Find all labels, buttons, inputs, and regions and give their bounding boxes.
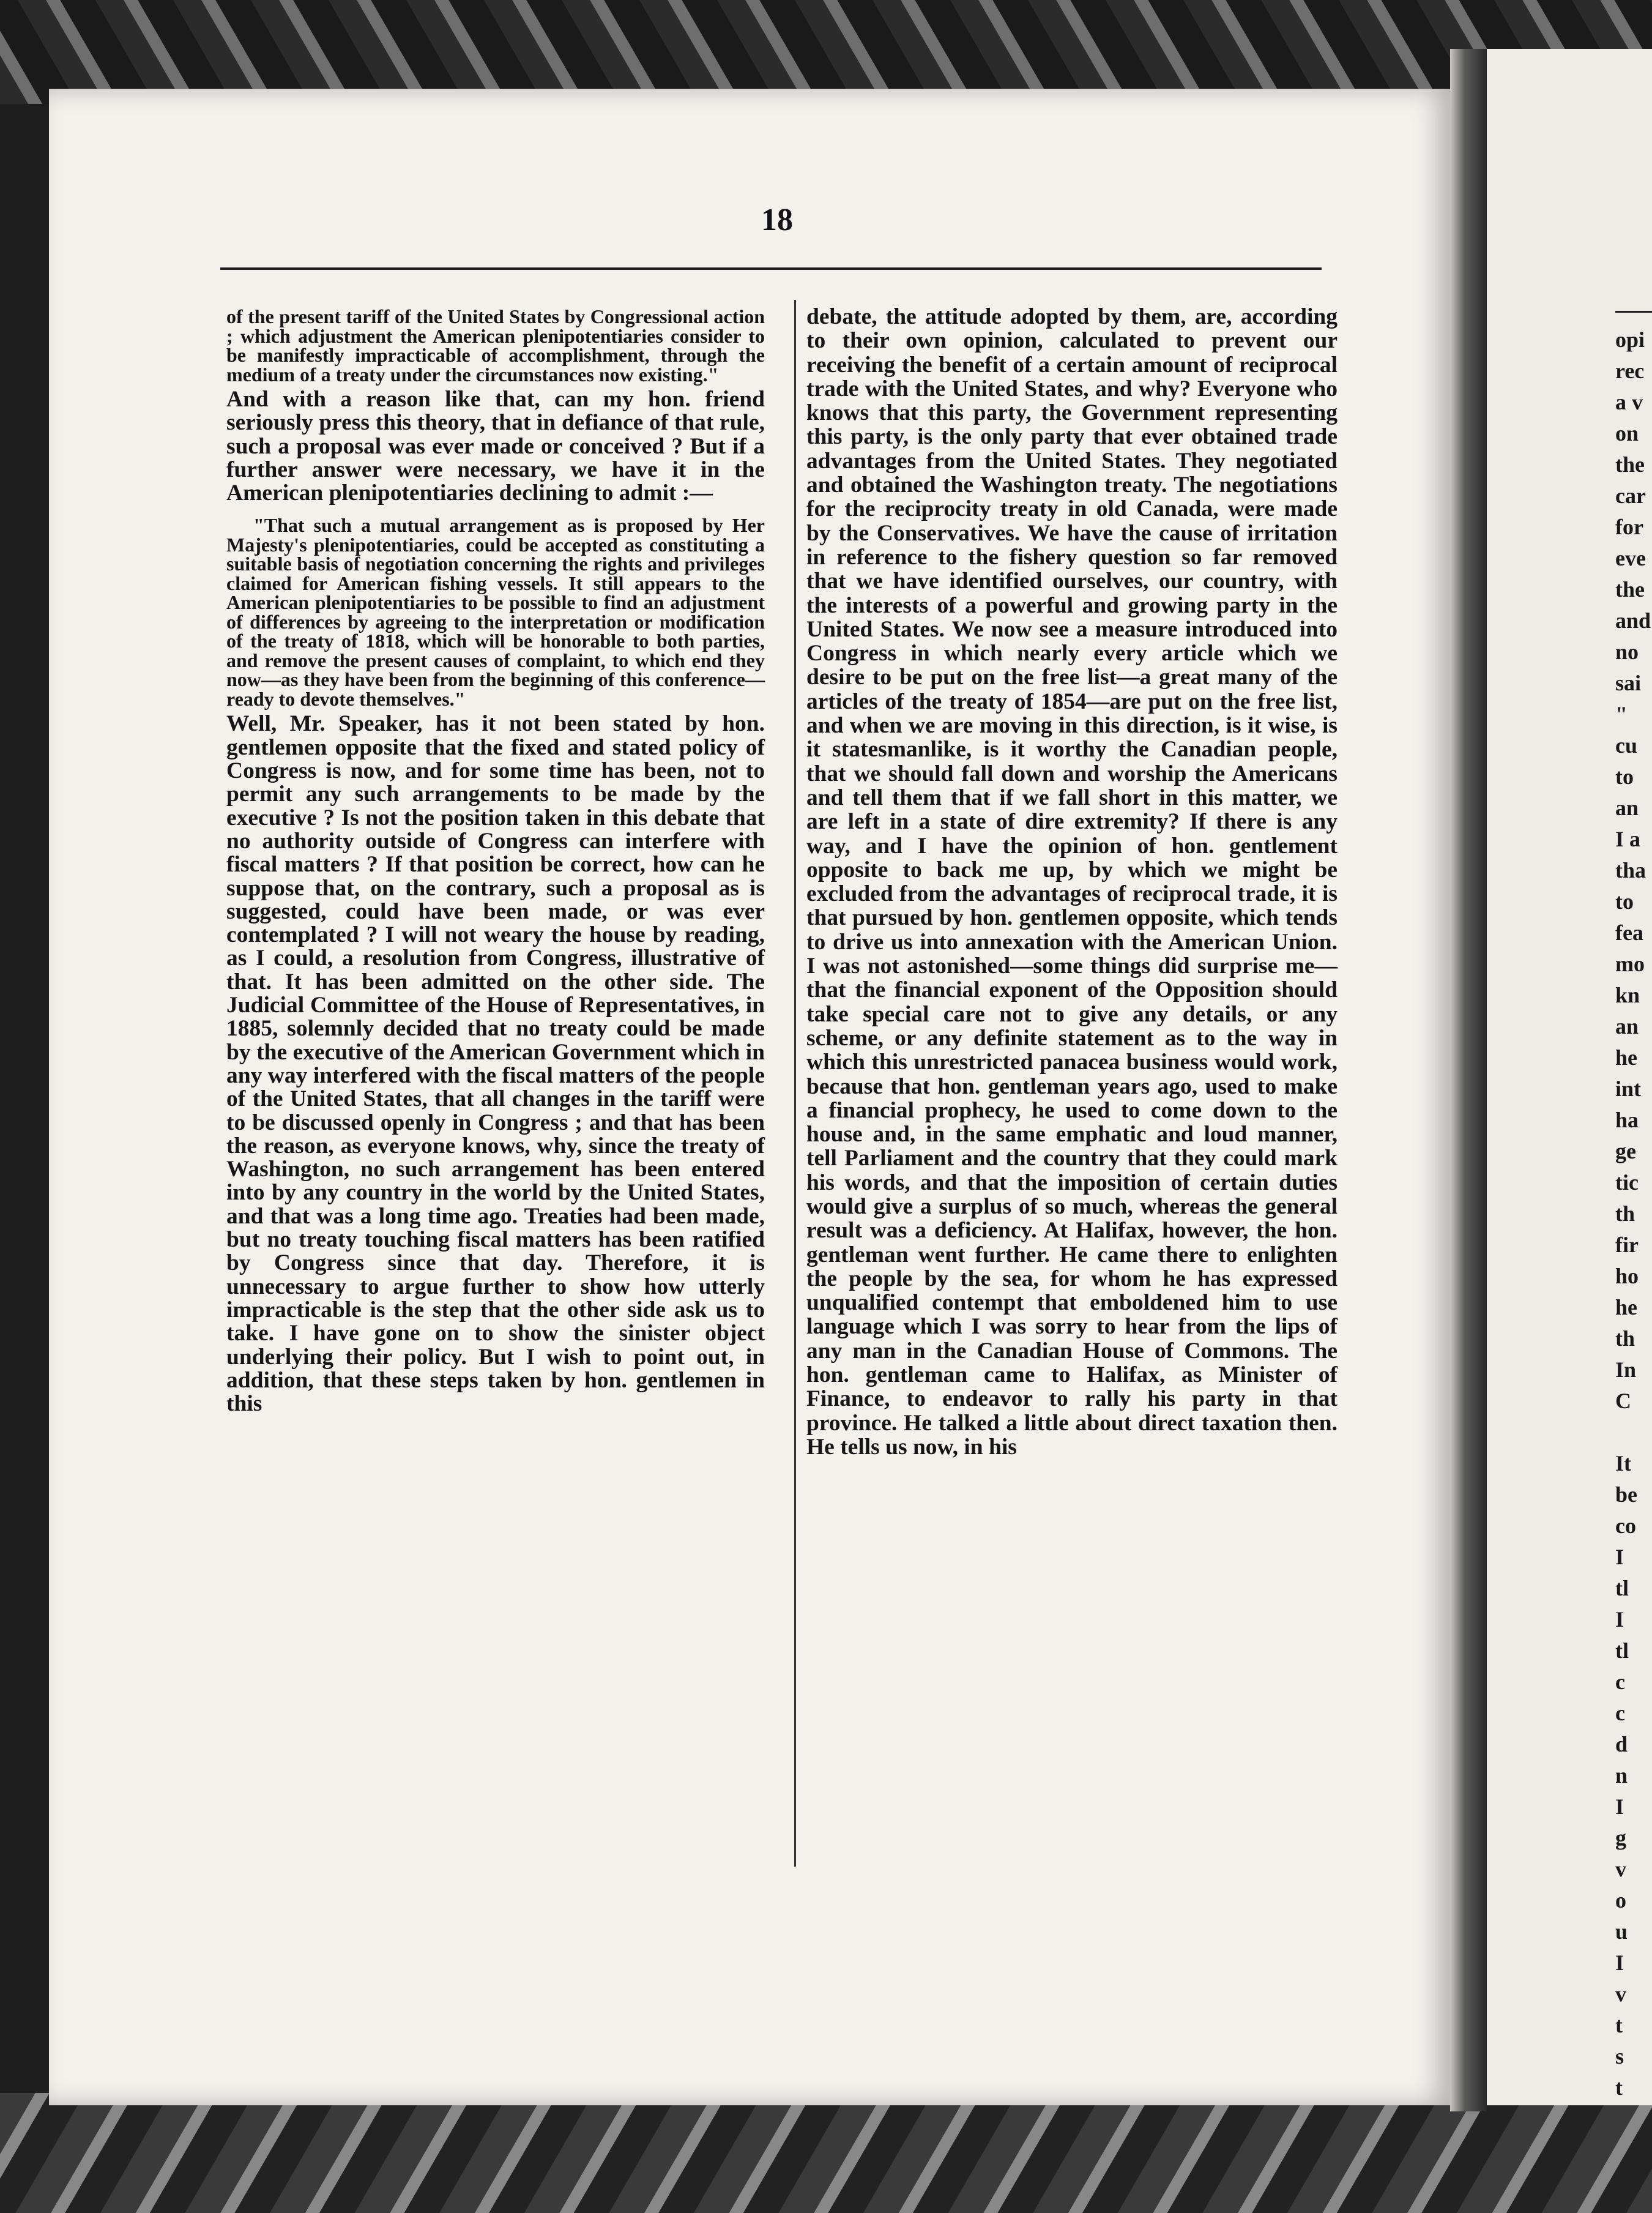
facing-page-line: rec: [1615, 359, 1645, 383]
block-quote: "That such a mutual arrangement as is proposed by Her Majesty's plenipotentiaries, could be accepted as constituting a suitable basis of negotiation concerning the rights and privileges claimed for American fishing vessels. It still appears to the American plenipotentiaries to be possible to find an adjustment of differences by agreeing to the interpretation or modification of the treaty of 1818, which will be honorable to both parties, and remove the present causes of complaint, to which end they now—as they have been from the beginning of this conference—ready to devote themselves.": [226, 514, 765, 710]
facing-page-line: an: [1615, 796, 1639, 820]
facing-page-line: ha: [1615, 1108, 1639, 1132]
facing-page-line: s: [1615, 2044, 1624, 2069]
facing-page-line: c: [1615, 1701, 1625, 1725]
facing-page-line: t: [1615, 2075, 1623, 2100]
column-divider: [794, 300, 796, 1867]
facing-page-line: tha: [1615, 858, 1646, 883]
right-column: [806, 305, 1338, 1459]
facing-page-line: v: [1615, 1857, 1626, 1881]
facing-page-line: an: [1615, 1014, 1639, 1039]
facing-page-line: a v: [1615, 390, 1643, 414]
facing-page-line: cu: [1615, 733, 1637, 758]
facing-page-line: kn: [1615, 983, 1640, 1007]
facing-page-line: opi: [1615, 327, 1645, 352]
facing-page-line: for: [1615, 515, 1643, 539]
facing-page-line: o: [1615, 1888, 1626, 1913]
facing-page-line: In: [1615, 1357, 1637, 1382]
facing-page-line: to: [1615, 764, 1634, 789]
facing-page-line: tic: [1615, 1170, 1639, 1195]
left-column: [226, 305, 765, 1416]
facing-page-line: fea: [1615, 920, 1643, 945]
facing-page-line: the: [1615, 452, 1645, 477]
background-bottom: [0, 2093, 1652, 2213]
facing-page-line: to: [1615, 889, 1634, 914]
facing-page-line: t: [1615, 2013, 1623, 2037]
quote-continuation: of the present tariff of the United States by Congressional action ; which adjustment the American plenipotentiaries consider to be manifestly impracticable of accomplishment, through the medium of a treaty under the circumstances now existing.": [226, 305, 765, 386]
facing-page-line: and: [1615, 608, 1651, 633]
page-number: 18: [761, 203, 793, 237]
facing-page-line: tl: [1615, 1638, 1629, 1663]
facing-page-line: be: [1615, 1482, 1637, 1507]
paragraph: Well, Mr. Speaker, has it not been stated by hon. gentlemen opposite that the fixed and stated policy of Congress is now, and for some time has been, not to permit any such arrangements to be made by the executive ? Is not the position taken in this debate that no authority outside of Congress can interfere with fiscal matters ? If that position be correct, how can he suppose that, on the contrary, such a proposal as is suggested, could have been made, or was ever contemplated ? I will not weary the house by reading, as I could, a resolution from Congress, illustrative of that. It has been admitted on the other side. The Judicial Committee of the House of Representatives, in 1885, solemnly decided that no treaty could be made by the executive of the American Government which in any way interfered with the fiscal matters of the people of the United States, that all changes in the tariff were to be discussed openly in Congress ; and that has been the reason, as everyone knows, why, since the treaty of Washington, no such arrangement has been entered into by any country in the world by the United States, and that was a long time ago. Treaties had been made, but no treaty touching fiscal matters has been ratified by Congress since that day. Therefore, it is unnecessary to argue further to show how utterly impracticable is the step that the other side ask us to take. I have gone on to show the sinister object underlying their policy. But I wish to point out, in addition, that these steps taken by hon. gentlemen in this: [226, 711, 765, 1417]
facing-page-line: th: [1615, 1201, 1635, 1226]
facing-page-line: eve: [1615, 546, 1646, 570]
facing-page-line: I: [1615, 1950, 1624, 1975]
facing-page-line: I: [1615, 1607, 1624, 1632]
paragraph: debate, the attitude adopted by them, are, according to their own opinion, calculated to prevent our receiving the benefit of a certain amount of reciprocal trade with the United States, and why? Everyone who knows that this party, the Government representing this party, is the only party that ever obtained trade advantages from the United States. They negotiated and obtained the Washington treaty. The negotiations for the reciprocity treaty in old Canada, were made by the Conservatives. We have the cause of irritation in reference to the fishery question so far removed that we have identified ourselves, our country, with the interests of a powerful and growing party in the United States. We now see a measure introduced into Congress in which nearly every article which we desire to be put on the free list—a great many of the articles of the treaty of 1854—are put on the free list, and when we are moving in this direction, is it wise, is it statesmanlike, is it worthy the Canadian people, that we should fall down and worship the Americans and tell them that if we fall short in this matter, we are left in a state of dire extremity? If there is any way, and I have the opinion of hon. gentlement opposite to back me up, by which we might be excluded from the advantages of reciprocal trade, it is that pursued by hon. gentlemen opposite, which tends to drive us into annexation with the American Union. I was not astonished—some things did surprise me—that the financial exponent of the Opposition should take special care not to give any details, or any scheme, or any definite statement as to the way in which this unrestricted panacea business would work, because that hon. gentleman years ago, used to make a financial prophecy, he used to come down to the house and, in the same emphatic and loud manner, tell Parliament and the country that they could mark his words, and that the imposition of certain duties would give a surplus of so much, whereas the general result was a deficiency. At Halifax, however, the hon. gentleman went further. He came there to enlighten the people by the sea, for whom he has expressed unqualified contempt that emboldened him to use language which I was sorry to hear from the lips of any man in the Canadian House of Commons. The hon. gentleman came to Halifax, as Minister of Finance, to endeavor to rally his party in that province. He talked a little about direct taxation then. He tells us now, in his: [806, 304, 1338, 1460]
facing-page-line: c: [1615, 1670, 1625, 1694]
facing-page-line: he: [1615, 1295, 1637, 1319]
facing-page-rule: [1615, 311, 1652, 313]
facing-page-line: ge: [1615, 1139, 1636, 1163]
facing-page-line: the: [1615, 577, 1645, 602]
book-gutter: [1450, 49, 1487, 2111]
facing-page-line: I: [1615, 1794, 1624, 1819]
facing-page-line: ": [1615, 702, 1628, 726]
paragraph: And with a reason like that, can my hon. friend seriously press this theory, that in defiance of that rule, such a proposal was ever made or conceived ? But if a further answer were necessary, we have it in the American plenipotentiaries declining to admit :—: [226, 387, 765, 506]
facing-page-line: mo: [1615, 952, 1645, 976]
facing-page-line: v: [1615, 1982, 1626, 2006]
facing-page-line: g: [1615, 1826, 1626, 1850]
facing-page-line: fir: [1615, 1233, 1639, 1257]
facing-page-line: It: [1615, 1451, 1631, 1476]
header-rule: [220, 267, 1322, 270]
facing-page-line: on: [1615, 421, 1639, 446]
facing-page-line: no: [1615, 640, 1639, 664]
facing-page-line: I: [1615, 1545, 1624, 1569]
facing-page-line: co: [1615, 1513, 1636, 1538]
facing-page-line: n: [1615, 1763, 1628, 1788]
facing-page: [1487, 49, 1652, 2105]
facing-page-line: [1615, 1417, 1652, 1448]
facing-page-line: d: [1615, 1732, 1628, 1756]
facing-page-line: th: [1615, 1326, 1635, 1351]
facing-page-line: sai: [1615, 671, 1642, 695]
facing-page-line: tl: [1615, 1576, 1629, 1600]
facing-page-line: ho: [1615, 1264, 1639, 1288]
facing-page-line: he: [1615, 1045, 1637, 1070]
facing-page-line: C: [1615, 1389, 1631, 1413]
facing-page-line: car: [1615, 483, 1646, 508]
facing-page-line: u: [1615, 1919, 1628, 1944]
facing-page-line: int: [1615, 1077, 1642, 1101]
facing-page-line: I a: [1615, 827, 1641, 851]
facing-page-text: [1615, 324, 1652, 2103]
